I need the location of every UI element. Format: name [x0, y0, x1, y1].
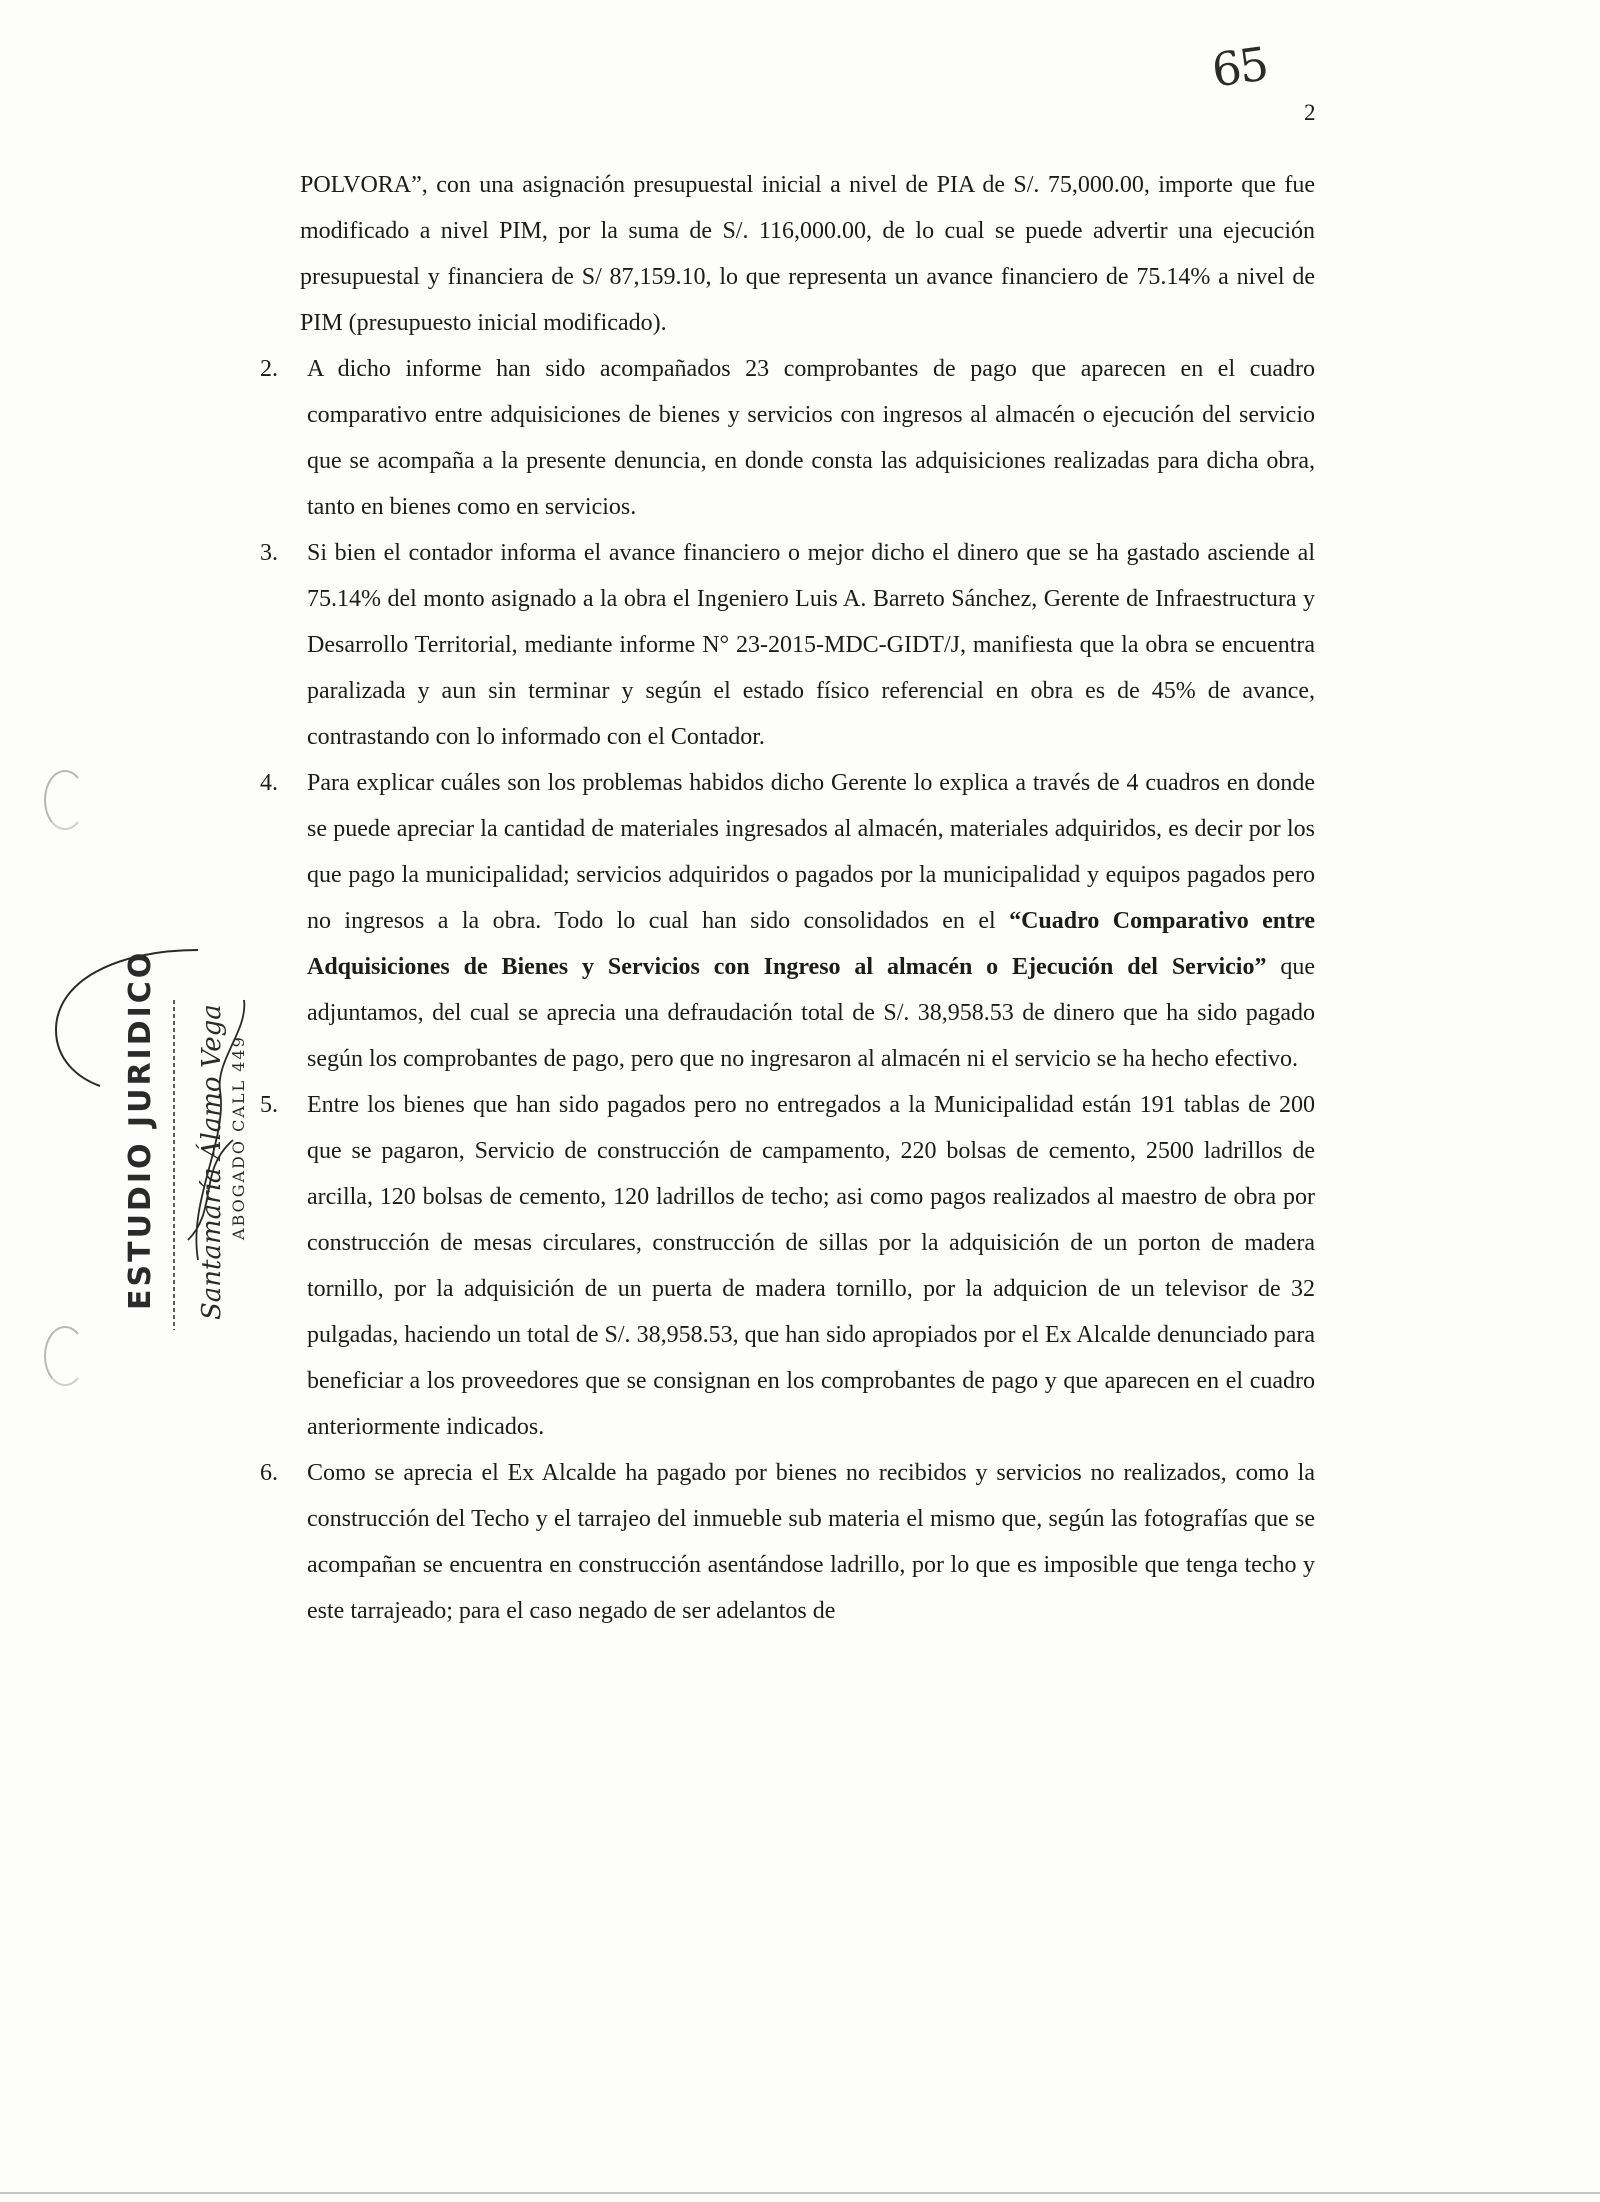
item-text-before: Para explicar cuáles son los problemas habidos dicho Gerente lo explica a través de 4 cuadros en donde se puede apreciar la cantidad de materiales ingresados al almacén, materiales adquiridos, es decir por los que pago la municipalidad; servicios adquiridos o pagados por la municipalidad y equipos pagados pero no ingresos a la obra. Todo lo cual han sido consolidados en el — [307, 770, 1315, 934]
item-number: 6. — [260, 1460, 278, 1486]
list-item-4 — [260, 760, 1316, 1082]
item-text-after: que adjuntamos, del cual se aprecia una defraudación total de S/. 38,958.53 de dinero que ha sido pagado según los comprobantes de pago, pero que no ingresaron al almacén ni el servicio se ha hecho efectivo. — [307, 954, 1316, 1072]
item-number: 2. — [260, 356, 278, 382]
list-item-5 — [260, 1082, 1315, 1450]
page-edge-line — [0, 2192, 1600, 2194]
document-body — [260, 162, 1316, 1634]
item-text: Si bien el contador informa el avance financiero o mejor dicho el dinero que se ha gastado asciende al 75.14% del monto asignado a la obra el Ingeniero Luis A. Barreto Sánchez, Gerente de Infraestructura y Desarrollo Territorial, mediante informe N° 23-2015-MDC-GIDT/J, manifiesta que la obra se encuentra paralizada y aun sin terminar y según el estado físico referencial en obra es de 45% de avance, contrastando con lo informado con el Contador. — [307, 540, 1315, 750]
intro-paragraph: POLVORA”, con una asignación presupuestal inicial a nivel de PIA de S/. 75,000.00, importe que fue modificado a nivel PIM, por la suma de S/. 116,000.00, de lo cual se puede advertir una ejecución presupuestal y financiera de S/ 87,159.10, lo que representa un avance financiero de 75.14% a nivel de PIM (presupuesto inicial modificado). — [300, 172, 1315, 336]
item-text: Entre los bienes que han sido pagados pero no entregados a la Municipalidad están 191 tablas de 200 que se pagaron, Servicio de construcción de campamento, 220 bolsas de cemento, 2500 ladrillos de arcilla, 120 bolsas de cemento, 120 ladrillos de techo; asi como pagos realizados al maestro de obra por construcción de mesas circulares, construcción de sillas por la adquisición de un porton de madera tornillo, por la adquisición de un puerta de madera tornillo, por la adquicion de un televisor de 32 pulgadas, haciendo un total de S/. 38,958.53, que han sido apropiados por el Ex Alcalde denunciado para beneficiar a los proveedores que se consignan en los comprobantes de pago y que aparecen en el cuadro anteriormente indicados. — [307, 1092, 1315, 1440]
page-number: 2 — [1304, 100, 1316, 125]
law-firm-stamp — [48, 940, 288, 1340]
list-item-6 — [260, 1450, 1315, 1634]
list-item-2 — [260, 346, 1315, 530]
list-item-3 — [260, 530, 1315, 760]
item-text: A dicho informe han sido acompañados 23 comprobantes de pago que aparecen en el cuadro comparativo entre adquisiciones de bienes y servicios con ingresos al almacén o ejecución del servicio que se acompaña a la presente denuncia, en donde consta las adquisiciones realizadas para dicha obra, tanto en bienes como en servicios. — [307, 356, 1315, 520]
stamp-signature-name: Santamaría Álamo Vega — [197, 1004, 227, 1320]
item-text: Como se aprecia el Ex Alcalde ha pagado por bienes no recibidos y servicios no realizados, como la construcción del Techo y el tarrajeo del inmueble sub materia el mismo que, según las fotografías que se acompañan se encuentra en construcción asentándose ladrillo, por lo que es imposible que tenga techo y este tarrajeado; para el caso negado de ser adelantos de — [307, 1460, 1315, 1624]
item-number: 5. — [260, 1092, 278, 1118]
stamp-outer-text: ESTUDIO JURIDICO — [123, 949, 158, 1310]
punch-hole-mark — [44, 770, 86, 830]
handwritten-folio-number: 65 — [1208, 36, 1271, 98]
item-number: 3. — [260, 540, 278, 566]
item-text-bold-title: “Cuadro Comparativo entre Adquisiciones de Bienes y Servicios con Ingreso al almacén o Ejecución del Servicio” — [307, 908, 1315, 980]
item-text — [307, 760, 1315, 1082]
stamp-registration: ABOGADO CALL 449 — [229, 1035, 248, 1240]
item-number: 4. — [260, 770, 278, 796]
